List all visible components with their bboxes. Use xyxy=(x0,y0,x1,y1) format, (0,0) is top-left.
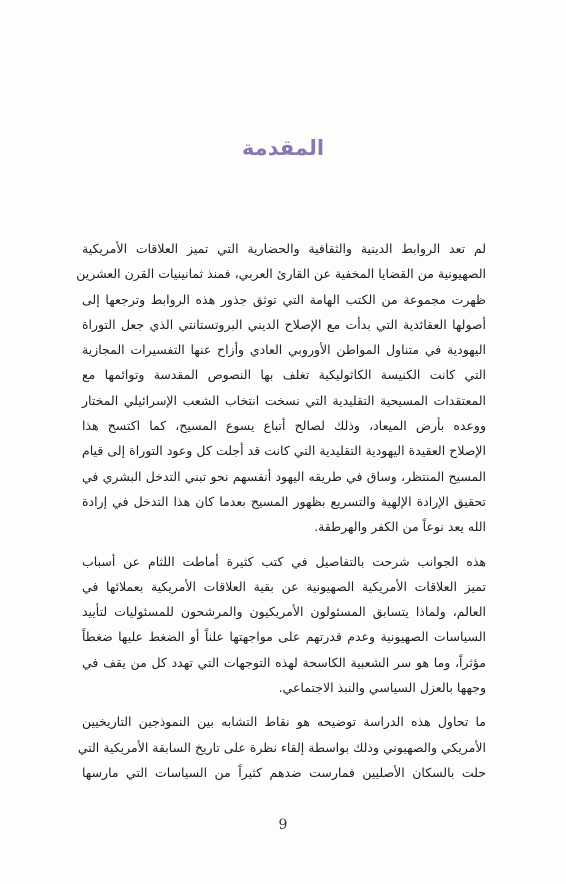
text-line: لم تعد الروابط الدينية والثقافية والحضارية التي تميز العلاقات الأمريكية xyxy=(82,241,486,256)
text-line: حلت بالسكان الأصليين فمارست ضدهم كثيراً من السياسات التي مارسها xyxy=(82,764,486,780)
text-line: المعتقدات المسيحية التقليدية التي نسخت انتخاب الشعب الإسرائيلي المختار xyxy=(82,392,486,408)
text-line: اليهودية في متناول المواطن الأوروبي العادي وأزاح عنها التفسيرات المجازية xyxy=(82,342,486,358)
text-line: ووعده بأرض الميعاد، وذلك لصالح أتباع يسوع المسيح، كما اكتسح هذا xyxy=(82,418,486,434)
chapter-title: المقدمة xyxy=(241,136,325,160)
text-line: مؤثراً، وما هو سر الشعبية الكاسحة لهذه التوجهات التي تهدد كل من يقف في xyxy=(82,654,486,670)
page-number: 9 xyxy=(278,817,288,833)
paragraph-2 xyxy=(82,549,486,701)
text-line: ظهرت مجموعة من الكتب الهامة التي توثق جذور هذه الروابط وترجعها إلى xyxy=(82,291,486,307)
text-line: التي كانت الكنيسة الكاثوليكية تغلف بها النصوص المقدسة وتوائمها مع xyxy=(82,367,486,383)
paragraph-gap xyxy=(82,540,486,549)
text-line: تميز العلاقات الأمريكية الصهيونية عن بقية العلاقات الأمريكية بعملائها في xyxy=(82,578,486,594)
paragraph-gap xyxy=(82,700,486,709)
paragraph-1 xyxy=(76,236,486,540)
text-line: الأمريكي والصهيوني وذلك بواسطة إلقاء نظرة على تاريخ السابقة الأمريكية التي xyxy=(77,739,486,755)
text-line: الله يعد نوعاً من الكفر والهرطقة. xyxy=(314,519,486,535)
text-line: العالم، ولماذا يتسابق المسئولون الأمريكيون والمرشحون للمسئوليات لتأييد xyxy=(82,604,486,620)
text-line: تحقيق الإرادة الإلهية والتسريع بظهور المسيح بعدما كان هذا التدخل في إرادة xyxy=(82,493,486,509)
text-line: هذه الجوانب شرحت بالتفاصيل في كتب كثيرة أماطت اللثام عن أسباب xyxy=(82,553,486,569)
text-line: السياسات الصهيونية وعدم قدرتهم على مواجهتها علناً أو الضغط عليها ضغطاً xyxy=(82,629,486,645)
text-line: وجهها بالعزل السياسي والنبذ الاجتماعي. xyxy=(278,680,486,696)
text-line: أصولها العقائدية التي بدأت مع الإصلاح الديني البروتستانتي الذي جعل التوراة xyxy=(82,316,486,332)
text-line: المسيح المنتظر، وساق في طريقه اليهود أنفسهم نحو تبني التدخل البشري في xyxy=(82,468,486,484)
text-line: الإصلاح العقيدة اليهودية التقليدية التي كانت قد أجلت كل وعود التوراة إلى قيام xyxy=(82,443,486,459)
paragraph-3 xyxy=(77,709,486,785)
text-line: الصهيونية من القضايا المخفية عن القارئ العربي، فمنذ ثمانينيات القرن العشرين xyxy=(76,266,486,282)
body-text xyxy=(76,236,486,785)
text-line: ما تحاول هذه الدراسة توضيحه هو نقاط التشابه بين النموذجين التاريخيين xyxy=(82,714,486,730)
